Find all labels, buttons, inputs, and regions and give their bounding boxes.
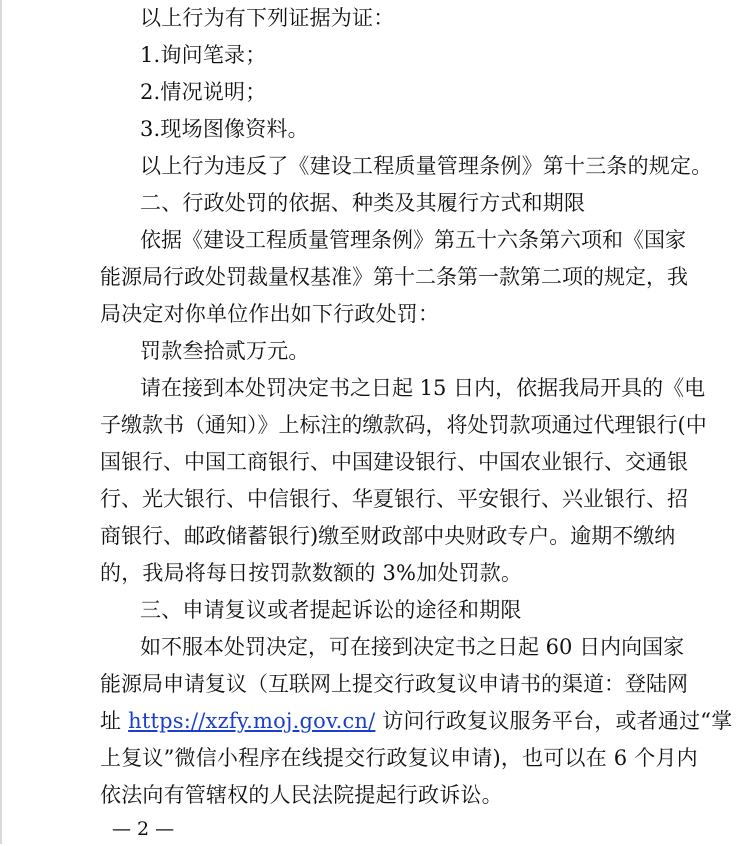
appeal-instruction-line-2: 能源局申请复议（互联网上提交行政复议申请书的渠道：登陆网: [100, 672, 688, 696]
section-heading-2: 二、行政处罚的依据、种类及其履行方式和期限: [140, 191, 586, 215]
violation-statement: 以上行为违反了《建设工程质量管理条例》第十三条的规定。: [140, 154, 713, 178]
evidence-item-2: 2.情况说明；: [140, 80, 267, 104]
payment-instruction-line-1: 请在接到本处罚决定书之日起 15 日内，依据我局开具的《电: [140, 376, 706, 400]
penalty-amount: 罚款叁拾贰万元。: [140, 339, 310, 363]
review-platform-link[interactable]: https://xzfy.moj.gov.cn/: [128, 709, 376, 733]
penalty-basis-line-1: 依据《建设工程质量管理条例》第五十六条第六项和《国家: [140, 228, 686, 252]
evidence-item-3: 3.现场图像资料。: [140, 117, 309, 141]
evidence-item-1: 1.询问笔录；: [140, 43, 267, 67]
appeal-instruction-line-1: 如不服本处罚决定，可在接到决定书之日起 60 日内向国家: [140, 635, 685, 659]
payment-instruction-line-2: 子缴款书（通知）》上标注的缴款码，将处罚款项通过代理银行(中: [100, 413, 707, 437]
payment-instruction-line-6: 的，我局将每日按罚款数额的 3%加处罚款。: [100, 561, 523, 585]
page-edge-divider: [0, 0, 2, 844]
appeal-instruction-line-5: 依法向有管辖权的人民法院提起行政诉讼。: [100, 783, 503, 807]
appeal-instruction-line-4: 上复议”微信小程序在线提交行政复议申请)，也可以在 6 个月内: [100, 746, 698, 770]
evidence-intro: 以上行为有下列证据为证：: [140, 6, 395, 30]
appeal-instruction-line-3: [100, 703, 733, 740]
page-number: — 2 —: [112, 818, 175, 840]
penalty-basis-line-3: 局决定对你单位作出如下行政处罚：: [100, 302, 440, 326]
appeal-link-prefix: 址: [100, 709, 122, 733]
section-heading-3: 三、申请复议或者提起诉讼的途径和期限: [140, 598, 522, 622]
payment-instruction-line-4: 行、光大银行、中信银行、华夏银行、平安银行、兴业银行、招: [100, 487, 688, 511]
document-body: [100, 0, 733, 814]
appeal-link-suffix: 访问行政复议服务平台，或者通过“掌: [382, 709, 733, 733]
penalty-basis-line-2: 能源局行政处罚裁量权基准》第十二条第一款第二项的规定，我: [100, 265, 688, 289]
payment-instruction-line-3: 国银行、中国工商银行、中国建设银行、中国农业银行、交通银: [100, 450, 688, 474]
payment-instruction-line-5: 商银行、邮政储蓄银行)缴至财政部中央财政专户。逾期不缴纳: [100, 524, 676, 548]
